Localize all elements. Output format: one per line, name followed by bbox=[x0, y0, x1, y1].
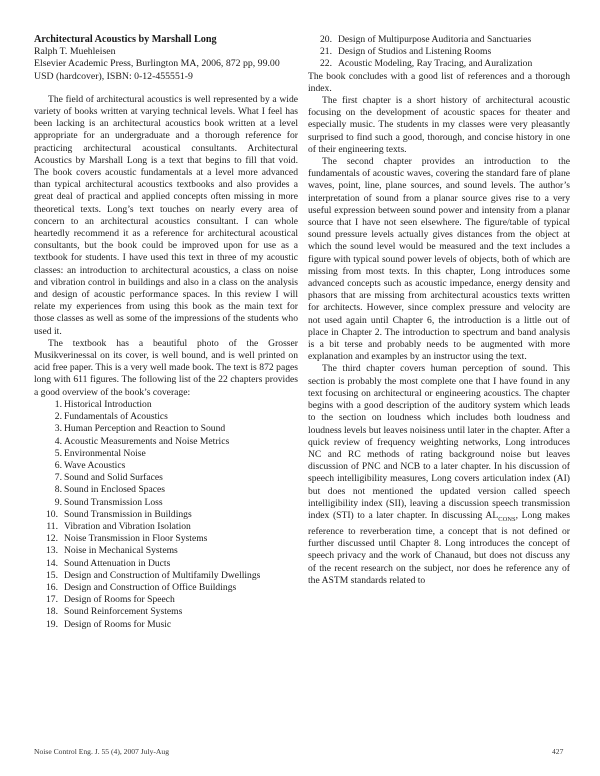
chapter-item: 1. Historical Introduction bbox=[54, 398, 152, 410]
body-paragraph: The first chapter is a short history of architectural acoustic focusing on the development of acoustic spaces for theater and especially music. The students in my classes were very pleasantly surprised to find such a good, thorough, and concise history in one of their engineering texts. bbox=[308, 95, 570, 155]
chapter-item: 6. Wave Acoustics bbox=[54, 459, 126, 471]
publisher-info: Elsevier Academic Press, Burlington MA, 2006, 872 pp, 99.00 USD (hardcover), ISBN: 0-12-455551-9 bbox=[34, 58, 280, 82]
chapter-item: 21. Design of Studios and Listening Rooms bbox=[320, 46, 492, 58]
chapter-item: 8. Sound in Enclosed Spaces bbox=[54, 484, 165, 496]
page-number: 427 bbox=[552, 747, 564, 756]
right-column bbox=[308, 34, 570, 587]
body-paragraph: The field of architectural acoustics is well represented by a wide variety of books written at varying technical levels. What I feel has been lacking is an architectural acoustics book written at a level appropriate for an undergraduate and a thorough reference for practicing architectural acoustical consultants. Architectural Acoustics by Marshall Long is a text that begins to fill that void. The book covers acoustic fundamentals at a level more advanced than typical architectural acoustics textbooks and also provides a great deal of practical and applied concepts often missing in more theoretical texts. Long’s text touches on nearly every area of concern to an architectural acoustics consultant. I can whole heartedly recommend it as a reference for architectural acoustical consultants, but the book could be improved upon for use as a textbook for students. I have used this text in three of my acoustic classes: an introduction to architectural acoustics, a class on noise and vibration control in buildings and also in a class on the analysis and design of acoustic performance spaces. In this review I will relate my experiences from using this book as the main text for those classes as well as some of the impressions of the students who used it. bbox=[34, 93, 298, 337]
chapter-item: 22. Acoustic Modeling, Ray Tracing, and Auralization bbox=[320, 58, 533, 70]
chapter-item: 20. Design of Multipurpose Auditoria and Sanctuaries bbox=[320, 34, 532, 45]
chapter-item: 15. Design and Construction of Multifamily Dwellings bbox=[46, 569, 261, 581]
chapter-item: 13. Noise in Mechanical Systems bbox=[46, 545, 178, 557]
chapter-item: 3. Human Perception and Reaction to Sound bbox=[54, 423, 226, 435]
chapter-list-continued bbox=[308, 34, 570, 71]
chapter-item: 12. Noise Transmission in Floor Systems bbox=[46, 533, 208, 545]
chapter-item: 2. Fundamentals of Acoustics bbox=[54, 411, 168, 423]
reviewer-name: Ralph T. Muehleisen bbox=[34, 46, 116, 58]
chapter-item: 19. Design of Rooms for Music bbox=[46, 618, 172, 630]
body-paragraph: The second chapter provides an introduction to the fundamentals of acoustic waves, covering the standard fare of plane waves, point, line, plane sources, and sound levels. The author’s interpretation of sound from a planar source gives rise to a very useful expression between sound power and intensity from a planar source that I have not seen elsewhere. The figure/table of typical sound pressure levels actually gives distances from the object at which the sound level would be measured and the text includes a figure with typical sound power levels of objects, both of which are missing from most texts. In this chapter, Long introduces some advanced concepts such as acoustic impedance, energy density and phasors that are missing from architectural acoustics texts written for architects. However, since complex pressure and velocity are not used again until Chapter 6, the introduction is a little out of place in Chapter 2. The introduction to spectrum and band analysis is a bit terse and probably needs to be augmented with more explanation and examples by an instructor using the text. bbox=[308, 156, 570, 363]
chapter-item: 17. Design of Rooms for Speech bbox=[46, 594, 175, 606]
body-paragraph: The third chapter covers human perception of sound. This section is probably the most complete one that I have found in any text focusing on architectural or engineering acoustics. The chapter begins with a good description of the auditory system which leads to the section on loudness which includes both loudness and loudness levels but leaves noisiness until later in the chapter. After a quick review of frequency weighting networks, Long introduces NC and RC methods of rating background noise but leaves discussion of PNC and NCB to a later chapter. In his discussion of speech intelligibility measures, Long covers articulation index (AI) but does not mentioned the updated version called speech intelligibility index (SII), leaving a discussion speech transmission index (STI) to a later chapter. In discussing $AL_{CONS}$, Long makes reference to reverberation time, a concept that is not defined or further discussed until Chapter 8. Long introduces the concept of speech privacy and the work of Chanaud, but does not discuss any of the recent research on the subject, nor does he reference any of the ASTM standards related to bbox=[308, 363, 570, 586]
review-title: Architectural Acoustics by Marshall Long bbox=[34, 34, 217, 45]
chapter-list bbox=[34, 399, 298, 631]
chapter-item: 7. Sound and Solid Surfaces bbox=[54, 472, 163, 484]
chapter-item: 4. Acoustic Measurements and Noise Metrics bbox=[54, 435, 230, 447]
chapter-item: 14. Sound Attenuation in Ducts bbox=[46, 557, 171, 569]
body-paragraph: The textbook has a beautiful photo of the Grosser Musikverinessal on its cover, is well bound, and is well printed on acid free paper. This is a very well made book. The text is 872 pages long with 611 figures. The following list of the 22 chapters provides a good overview of the book’s coverage: bbox=[34, 337, 298, 398]
left-column bbox=[34, 34, 298, 631]
journal-footer: Noise Control Eng. J. 55 (4), 2007 July-Aug bbox=[34, 747, 169, 756]
chapter-item: 18. Sound Reinforcement Systems bbox=[46, 606, 183, 618]
body-paragraph: The book concludes with a good list of references and a thorough index. bbox=[308, 70, 570, 94]
chapter-item: 16. Design and Construction of Office Buildings bbox=[46, 581, 237, 593]
chapter-item: 5. Environmental Noise bbox=[54, 447, 146, 459]
chapter-item: 9. Sound Transmission Loss bbox=[54, 496, 163, 508]
chapter-item: 11. Vibration and Vibration Isolation bbox=[46, 520, 191, 532]
chapter-item: 10. Sound Transmission in Buildings bbox=[46, 508, 192, 520]
